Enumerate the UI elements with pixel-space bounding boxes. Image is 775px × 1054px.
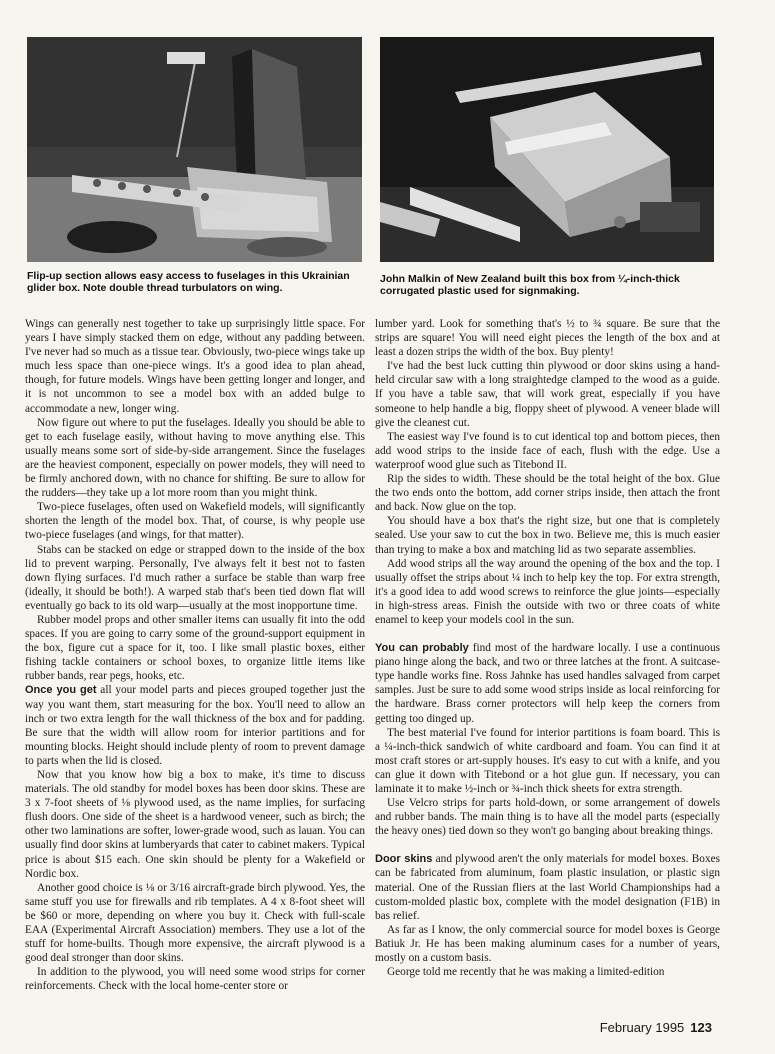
- photo-caption-right: John Malkin of New Zealand built this box from ¼-inch-thick corrugated plastic used for signmaking.: [380, 273, 680, 297]
- paragraph: George told me recently that he was making a limited-edition: [387, 966, 665, 979]
- page-number: 123: [690, 1020, 712, 1035]
- paragraph-runin: [25, 683, 365, 768]
- photo-plastic-box-image: [380, 37, 714, 262]
- paragraph: As far as I know, the only commercial source for model boxes is George Batiuk Jr. He has been making aluminum cases for a number of years, mostly on a custom basis.: [375, 923, 720, 965]
- paragraph: lumber yard. Look for something that's ½ to ¾ square. Be sure that the strips are square! You will need eight pieces the length of the box and at least a dozen strips the width of the box. Buy plenty!: [375, 318, 720, 359]
- paragraph: Rubber model props and other smaller items can usually fit into the odd spaces. If you are going to carry some of the ground-support equipment in the box, figure cut a space for it, too. I like small plastic boxes, either fishing tackle containers or school boxes, to organize little items like rubber bands, rear pegs, hooks, etc.: [25, 613, 365, 683]
- page-folio: [600, 1020, 712, 1035]
- paragraph: In addition to the plywood, you will need some wood strips for corner reinforcements. Check with the local home-center store or: [25, 966, 365, 993]
- paragraph: Use Velcro strips for parts hold-down, or some arrangement of dowels and rubber bands. The main thing is to have all the model parts (especially the heavy ones) tied down so they won't go banging about breaking things.: [375, 797, 720, 838]
- paragraph: Stabs can be stacked on edge or strapped down to the inside of the box lid to prevent warping. Personally, I've always felt it best not to fasten down flying surfaces. I'd much rather a surface be stable than warp free (ideally, it should be both!). A warped stab that's been tied down flat will eventually go back to its old warp—usually at the most inopportune time.: [25, 543, 365, 612]
- paragraph-text: and plywood aren't the only materials for model boxes. Boxes can be fabricated from aluminum, foam plastic insulation, or plastic sign material. One of the Russian fliers at the last World Championships had a custom-molded plastic box, complete with the model designation (F1B) in bas relief.: [375, 853, 720, 922]
- paragraph: The best material I've found for interior partitions is foam board. This is a ¼-inch-thick sandwich of white cardboard and foam. You can find it at most craft stores or art-supply houses. It's easy to cut with a knife, and you can glue it down with Titebond or a hot glue gun. If necessary, you can laminate it to make ½-inch or ¾-inch thick sheets for extra strength.: [375, 726, 720, 795]
- paragraph: Add wood strips all the way around the opening of the box and the top. I usually offset the strips about ¼ inch to help key the top. For extra strength, it's a good idea to add wood screws to reinforce the glue joints—especially in high-stress areas. Finish the outside with two or three coats of white enamel to keep your models cool in the sun.: [375, 557, 720, 626]
- paragraph-runin: [375, 852, 720, 922]
- runin-heading: Door skins: [375, 853, 433, 866]
- runin-heading: Once you get: [25, 684, 97, 697]
- paragraph: Rip the sides to width. These should be the total height of the box. Glue the two ends onto the bottom, add corner strips inside, then attach the front and back. Now glue on the top.: [375, 473, 720, 514]
- photo-caption-left: Flip-up section allows easy access to fuselages in this Ukrainian glider box. Note double thread turbulators on wing.: [27, 270, 350, 294]
- paragraph: I've had the best luck cutting thin plywood or door skins using a hand-held circular saw with a long straightedge clamped to the wood as a guide. If you have a table saw, that will work great, especially if you have someone to help handle a big, floppy sheet of plywood. A veneer blade will give the cleanest cut.: [375, 360, 720, 429]
- paragraph: The easiest way I've found is to cut identical top and bottom pieces, then add wood strips to the inside face of each, flush with the edge. Use a waterproof wood glue such as Titebond II.: [375, 430, 720, 471]
- article-column-right: [375, 317, 720, 979]
- paragraph: Wings can generally nest together to take up surprisingly little space. For years I have simply stacked them on edge, without any padding between. I've never had so much as a tissue tear. Obviously, two-piece wings take up much less space than one-piece wings. It's a good idea to plan ahead, though, for future models. Wings have been getting longer and longer, and it is not uncommon to see a model box with an added bulge to accommodate a new, longer wing.: [25, 318, 365, 415]
- paragraph: Two-piece fuselages, often used on Wakefield models, will significantly shorten the length of the model box. That, of course, is why people use two-piece fuselages (and wings, for that matter).: [25, 501, 365, 542]
- issue-date: February 1995: [599, 1020, 685, 1035]
- paragraph: You should have a box that's the right size, but one that is completely sealed. Use your saw to cut the box in two. Believe me, this is much easier than trying to make a box and matching lid as two separate assemblies.: [375, 515, 720, 556]
- paragraph: Another good choice is ⅛ or 3/16 aircraft-grade birch plywood. Yes, the same stuff you use for firewalls and rib templates. A 4 x 8-foot sheet will be $60 or more, depending on where you buy it. Check with full-scale EAA (Experimental Aircraft Association) members. They use a lot of the stuff for home-builts. Though more expensive, the aircraft plywood is a good deal stronger than door skins.: [25, 881, 365, 965]
- paragraph-runin: [375, 641, 720, 726]
- photo-ukrainian-glider-box: [27, 37, 362, 262]
- runin-heading: You can probably: [375, 642, 469, 655]
- paragraph-text: all your model parts and pieces grouped together just the way you want them, start measuring for the box. You'll need to allow an inch or two extra length for the wall thickness of the box and for padding. Be sure that the width will allow room for interior partitions and for mounting blocks. Height should include plenty of room to prevent damage to parts when the lid is closed.: [25, 684, 365, 767]
- paragraph: Now that you know how big a box to make, it's time to discuss materials. The old standby for model boxes has been door skins. These are 3 x 7-foot sheets of ⅛ plywood used, as the name implies, for surfacing flush doors. One side of the sheet is a hardwood veneer, such as birch; the other two laminations are softer, lower-grade wood, such as lauan. You can usually find door skins at lumberyards that cater to cabinet makers. Typical price is about $15 each. One skin should be plenty for a Wakefield or Nordic box.: [25, 769, 365, 880]
- photo-malkin-plastic-box: [380, 37, 714, 262]
- paragraph-text: find most of the hardware locally. I use a continuous piano hinge along the back, and two or three latches at the front. A suitcase-type handle works fine. Ross Jahnke has used handles salvaged from carpet samples. Just be sure to add some wood strips inside as local reinforcing for the hardware. Brass corner protectors will help keep the corners from getting too dinged up.: [375, 642, 720, 725]
- article-column-left: [25, 317, 365, 994]
- photo-glider-box-image: [27, 37, 362, 262]
- paragraph: Now figure out where to put the fuselages. Ideally you should be able to get to each fuselage easily, without having to move anything else. This usually means some sort of side-by-side arrangement. Since the fuselages are the heaviest component, especially on power models, they will need to be firmly anchored down, with no chance for shifting. Be sure to allow for the rudders—they take up a lot more room than you might think.: [25, 416, 365, 500]
